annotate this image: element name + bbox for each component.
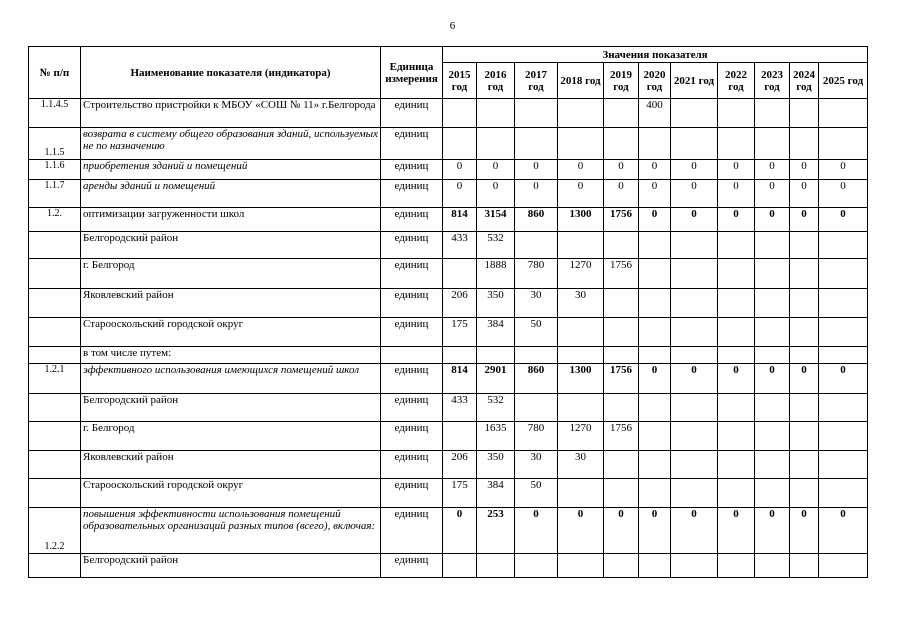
value-cell: 1635 [477, 422, 515, 451]
table-row [29, 508, 868, 554]
table-row [29, 554, 868, 578]
value-cell [671, 451, 718, 479]
value-cell [639, 554, 671, 578]
value-cell [718, 318, 755, 347]
value-cell: 0 [515, 180, 558, 208]
value-cell [819, 259, 868, 289]
value-cell: 3154 [477, 208, 515, 232]
value-cell: 0 [477, 180, 515, 208]
indicator-name: Белгородский район [81, 394, 381, 422]
table-body [29, 99, 868, 578]
unit-cell: единиц [381, 451, 443, 479]
value-cell [819, 99, 868, 128]
indicator-name: аренды зданий и помещений [81, 180, 381, 208]
unit-cell: единиц [381, 128, 443, 160]
value-cell: 532 [477, 394, 515, 422]
row-number: 1.1.4.5 [29, 99, 81, 128]
table-row [29, 422, 868, 451]
page-number: 6 [449, 20, 456, 32]
value-cell [718, 479, 755, 508]
value-cell: 532 [477, 232, 515, 259]
row-number: 1.2.1 [29, 364, 81, 394]
header-year: 2015 год [443, 63, 477, 99]
value-cell [819, 554, 868, 578]
value-cell: 0 [558, 508, 604, 554]
value-cell [639, 318, 671, 347]
row-number: 1.1.6 [29, 160, 81, 180]
value-cell [671, 232, 718, 259]
indicator-name: Старооскольский городской округ [81, 479, 381, 508]
value-cell: 0 [755, 364, 790, 394]
value-cell [718, 394, 755, 422]
table-row [29, 160, 868, 180]
value-cell [477, 347, 515, 364]
value-cell [558, 554, 604, 578]
value-cell [671, 347, 718, 364]
value-cell: 0 [639, 160, 671, 180]
value-cell [718, 289, 755, 318]
value-cell: 350 [477, 289, 515, 318]
value-cell: 0 [671, 160, 718, 180]
value-cell [755, 232, 790, 259]
value-cell [558, 128, 604, 160]
value-cell [819, 422, 868, 451]
value-cell [558, 318, 604, 347]
value-cell [671, 554, 718, 578]
value-cell [755, 318, 790, 347]
header-year: 2016 год [477, 63, 515, 99]
value-cell: 0 [604, 180, 639, 208]
header-year: 2017 год [515, 63, 558, 99]
value-cell: 0 [443, 180, 477, 208]
value-cell [515, 394, 558, 422]
value-cell: 30 [558, 289, 604, 318]
indicator-name: г. Белгород [81, 259, 381, 289]
value-cell: 814 [443, 364, 477, 394]
value-cell: 0 [819, 364, 868, 394]
value-cell: 860 [515, 208, 558, 232]
value-cell: 0 [558, 160, 604, 180]
row-number [29, 394, 81, 422]
row-number [29, 451, 81, 479]
row-number [29, 479, 81, 508]
unit-cell: единиц [381, 180, 443, 208]
indicator-name: эффективного использования имеющихся помещений школ [81, 364, 381, 394]
value-cell [671, 479, 718, 508]
row-number [29, 232, 81, 259]
value-cell [604, 554, 639, 578]
header-year: 2024 год [790, 63, 819, 99]
value-cell: 50 [515, 318, 558, 347]
value-cell: 1270 [558, 422, 604, 451]
value-cell [790, 554, 819, 578]
header-name: Наименование показателя (индикатора) [81, 47, 381, 99]
unit-cell: единиц [381, 160, 443, 180]
value-cell [755, 259, 790, 289]
table-row [29, 180, 868, 208]
unit-cell: единиц [381, 208, 443, 232]
value-cell: 0 [790, 508, 819, 554]
table-row [29, 364, 868, 394]
value-cell [819, 232, 868, 259]
value-cell: 253 [477, 508, 515, 554]
value-cell: 0 [515, 160, 558, 180]
table-row [29, 208, 868, 232]
value-cell [790, 479, 819, 508]
header-year: 2018 год [558, 63, 604, 99]
value-cell [604, 394, 639, 422]
unit-cell: единиц [381, 232, 443, 259]
value-cell [755, 128, 790, 160]
value-cell: 0 [718, 160, 755, 180]
value-cell: 0 [790, 180, 819, 208]
value-cell [671, 394, 718, 422]
value-cell: 0 [819, 160, 868, 180]
value-cell: 0 [819, 180, 868, 208]
value-cell [639, 128, 671, 160]
value-cell [604, 128, 639, 160]
value-cell: 0 [515, 508, 558, 554]
table-row [29, 289, 868, 318]
indicators-table [28, 46, 868, 578]
value-cell: 0 [477, 160, 515, 180]
value-cell [558, 394, 604, 422]
value-cell: 384 [477, 318, 515, 347]
row-number [29, 422, 81, 451]
header-unit: Единица измерения [381, 47, 443, 99]
value-cell: 0 [443, 508, 477, 554]
value-cell [515, 99, 558, 128]
value-cell: 1270 [558, 259, 604, 289]
value-cell: 0 [671, 208, 718, 232]
value-cell [819, 289, 868, 318]
value-cell [604, 479, 639, 508]
value-cell [477, 128, 515, 160]
indicator-name: Белгородский район [81, 232, 381, 259]
value-cell [755, 99, 790, 128]
table-row [29, 128, 868, 160]
value-cell [443, 554, 477, 578]
value-cell [443, 99, 477, 128]
value-cell [639, 451, 671, 479]
value-cell [671, 99, 718, 128]
value-cell: 0 [443, 160, 477, 180]
value-cell [790, 347, 819, 364]
value-cell: 0 [755, 508, 790, 554]
table-row [29, 232, 868, 259]
value-cell [755, 394, 790, 422]
unit-cell: единиц [381, 394, 443, 422]
value-cell [755, 289, 790, 318]
row-number [29, 259, 81, 289]
unit-cell: единиц [381, 479, 443, 508]
value-cell [515, 232, 558, 259]
value-cell: 175 [443, 479, 477, 508]
table-row [29, 479, 868, 508]
value-cell: 2901 [477, 364, 515, 394]
value-cell [558, 347, 604, 364]
value-cell: 0 [790, 364, 819, 394]
value-cell: 350 [477, 451, 515, 479]
value-cell: 50 [515, 479, 558, 508]
value-cell [718, 554, 755, 578]
unit-cell: единиц [381, 259, 443, 289]
value-cell: 1756 [604, 208, 639, 232]
indicator-name: г. Белгород [81, 422, 381, 451]
row-number: 1.2.2 [29, 508, 81, 554]
row-number [29, 318, 81, 347]
value-cell: 0 [604, 160, 639, 180]
unit-cell: единиц [381, 99, 443, 128]
value-cell: 206 [443, 289, 477, 318]
value-cell [755, 347, 790, 364]
value-cell: 0 [755, 180, 790, 208]
value-cell [515, 554, 558, 578]
indicator-name: Яковлевский район [81, 451, 381, 479]
indicator-name: Строительство пристройки к МБОУ «СОШ № 11» г.Белгорода [81, 99, 381, 128]
indicator-name: Яковлевский район [81, 289, 381, 318]
header-year: 2023 год [755, 63, 790, 99]
indicator-name: оптимизации загруженности школ [81, 208, 381, 232]
value-cell [718, 451, 755, 479]
row-number [29, 347, 81, 364]
indicator-name: в том числе путем: [81, 347, 381, 364]
value-cell: 0 [604, 508, 639, 554]
value-cell [790, 289, 819, 318]
value-cell: 1756 [604, 259, 639, 289]
value-cell [755, 479, 790, 508]
value-cell [790, 394, 819, 422]
value-cell: 0 [718, 364, 755, 394]
value-cell [790, 259, 819, 289]
value-cell: 1300 [558, 364, 604, 394]
header-num: № п/п [29, 47, 81, 99]
value-cell: 814 [443, 208, 477, 232]
value-cell: 860 [515, 364, 558, 394]
value-cell: 1756 [604, 364, 639, 394]
value-cell [671, 259, 718, 289]
value-cell: 0 [718, 180, 755, 208]
indicator-name: повышения эффективности использования помещений образовательных организаций разных типов (всего), включая: [81, 508, 381, 554]
value-cell [671, 128, 718, 160]
unit-cell: единиц [381, 554, 443, 578]
value-cell [443, 347, 477, 364]
header-year: 2022 год [718, 63, 755, 99]
value-cell: 30 [515, 289, 558, 318]
indicator-name: возврата в систему общего образования зданий, используемых не по назначению [81, 128, 381, 160]
value-cell: 433 [443, 394, 477, 422]
value-cell [639, 347, 671, 364]
value-cell: 0 [558, 180, 604, 208]
value-cell: 0 [671, 180, 718, 208]
value-cell [755, 451, 790, 479]
header-year: 2019 год [604, 63, 639, 99]
row-number [29, 554, 81, 578]
unit-cell: единиц [381, 318, 443, 347]
table-row [29, 259, 868, 289]
value-cell: 1300 [558, 208, 604, 232]
value-cell [515, 347, 558, 364]
value-cell [515, 128, 558, 160]
value-cell [718, 128, 755, 160]
value-cell: 780 [515, 422, 558, 451]
value-cell [639, 422, 671, 451]
value-cell [819, 128, 868, 160]
value-cell: 0 [819, 508, 868, 554]
row-number: 1.2. [29, 208, 81, 232]
value-cell [755, 422, 790, 451]
value-cell: 0 [639, 208, 671, 232]
value-cell [604, 232, 639, 259]
unit-cell [381, 347, 443, 364]
indicator-name: приобретения зданий и помещений [81, 160, 381, 180]
table-row [29, 394, 868, 422]
value-cell [671, 289, 718, 318]
value-cell [819, 479, 868, 508]
header-year: 2020 год [639, 63, 671, 99]
value-cell: 30 [515, 451, 558, 479]
value-cell: 0 [639, 364, 671, 394]
value-cell [604, 318, 639, 347]
value-cell [604, 289, 639, 318]
value-cell [639, 479, 671, 508]
header-year: 2021 год [671, 63, 718, 99]
value-cell: 0 [671, 508, 718, 554]
value-cell [790, 422, 819, 451]
value-cell [639, 232, 671, 259]
value-cell: 400 [639, 99, 671, 128]
row-number: 1.1.5 [29, 128, 81, 160]
value-cell [558, 99, 604, 128]
value-cell [639, 394, 671, 422]
value-cell [558, 232, 604, 259]
value-cell: 0 [718, 208, 755, 232]
unit-cell: единиц [381, 289, 443, 318]
value-cell: 175 [443, 318, 477, 347]
unit-cell: единиц [381, 508, 443, 554]
value-cell [671, 318, 718, 347]
value-cell [718, 99, 755, 128]
value-cell: 384 [477, 479, 515, 508]
value-cell: 1756 [604, 422, 639, 451]
table-row [29, 451, 868, 479]
value-cell [718, 347, 755, 364]
value-cell [604, 347, 639, 364]
value-cell [639, 289, 671, 318]
value-cell [819, 347, 868, 364]
value-cell [819, 451, 868, 479]
unit-cell: единиц [381, 364, 443, 394]
header-values: Значения показателя [443, 47, 868, 63]
value-cell [558, 479, 604, 508]
value-cell: 0 [639, 180, 671, 208]
value-cell [819, 394, 868, 422]
value-cell: 0 [790, 208, 819, 232]
value-cell [671, 422, 718, 451]
value-cell: 0 [671, 364, 718, 394]
table-row [29, 318, 868, 347]
value-cell: 30 [558, 451, 604, 479]
value-cell [790, 128, 819, 160]
value-cell: 206 [443, 451, 477, 479]
table-row [29, 99, 868, 128]
value-cell [755, 554, 790, 578]
value-cell [819, 318, 868, 347]
value-cell [443, 259, 477, 289]
indicator-name: Старооскольский городской округ [81, 318, 381, 347]
row-number: 1.1.7 [29, 180, 81, 208]
value-cell: 780 [515, 259, 558, 289]
value-cell [639, 259, 671, 289]
value-cell: 0 [718, 508, 755, 554]
value-cell: 0 [639, 508, 671, 554]
value-cell [604, 99, 639, 128]
value-cell: 0 [755, 208, 790, 232]
value-cell [718, 422, 755, 451]
value-cell: 1888 [477, 259, 515, 289]
value-cell [604, 451, 639, 479]
value-cell [477, 554, 515, 578]
value-cell: 0 [819, 208, 868, 232]
value-cell [790, 318, 819, 347]
header-year: 2025 год [819, 63, 868, 99]
value-cell [443, 128, 477, 160]
row-number [29, 289, 81, 318]
value-cell [718, 232, 755, 259]
value-cell [477, 99, 515, 128]
value-cell: 0 [755, 160, 790, 180]
value-cell [790, 451, 819, 479]
value-cell [443, 422, 477, 451]
value-cell [790, 99, 819, 128]
indicator-name: Белгородский район [81, 554, 381, 578]
unit-cell: единиц [381, 422, 443, 451]
value-cell: 0 [790, 160, 819, 180]
value-cell: 433 [443, 232, 477, 259]
value-cell [790, 232, 819, 259]
value-cell [718, 259, 755, 289]
table-row [29, 347, 868, 364]
